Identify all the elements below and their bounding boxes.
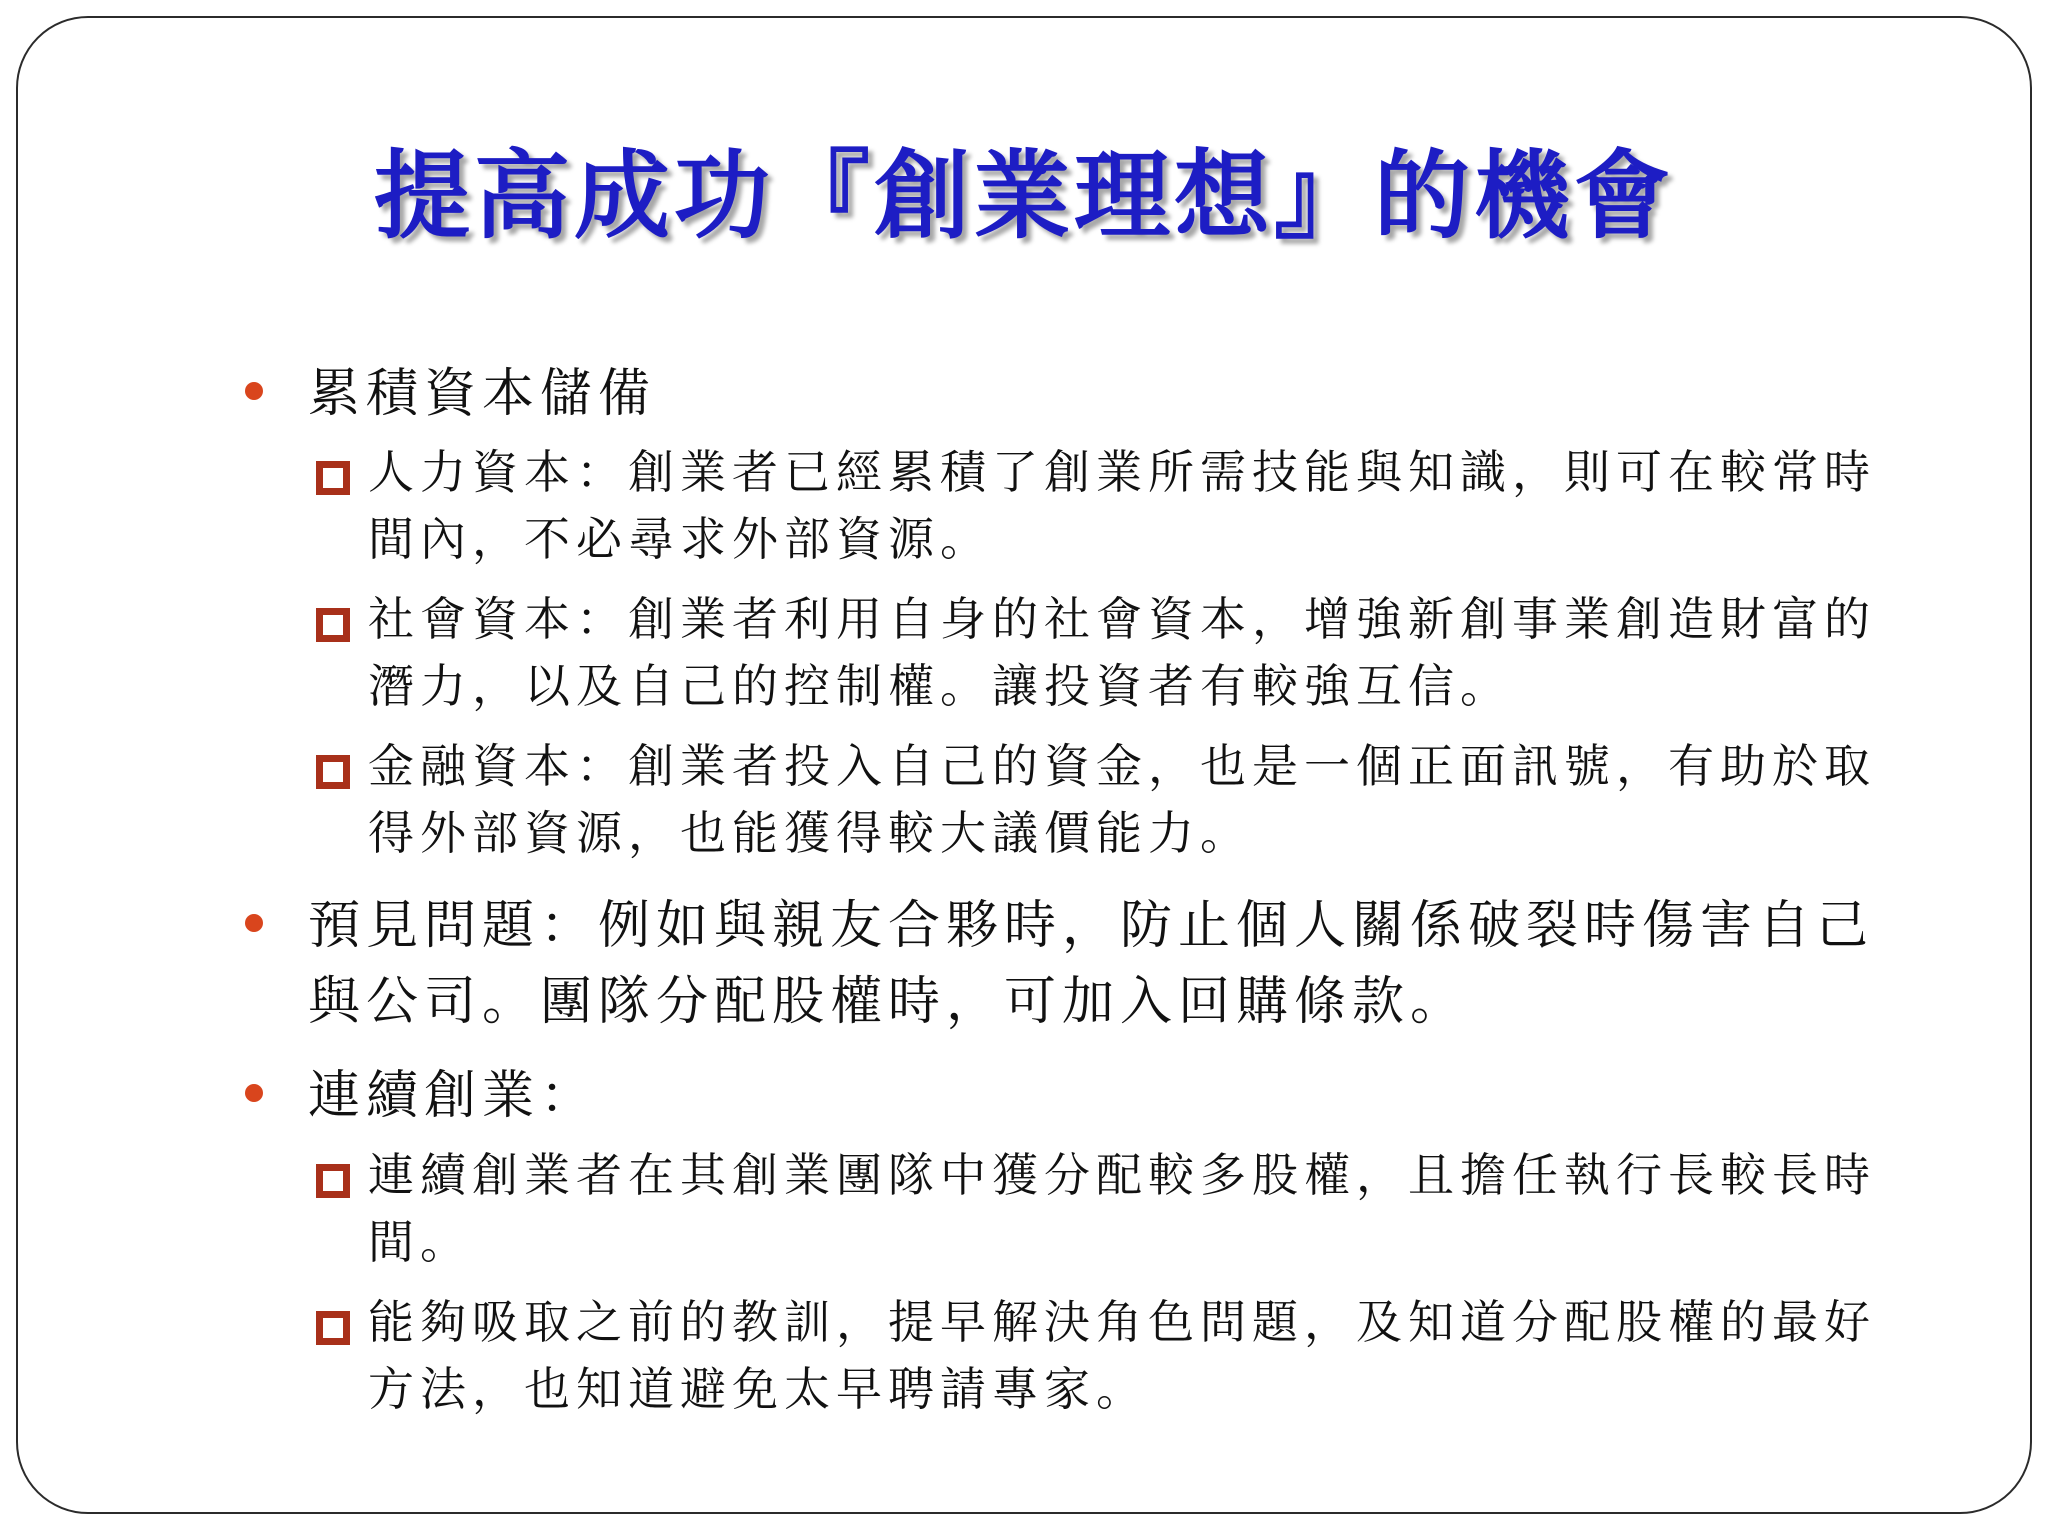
bullet-dot-icon xyxy=(245,914,263,932)
bullet-dot-icon xyxy=(245,1084,263,1102)
slide-title: 提高成功『創業理想』的機會 xyxy=(374,139,1674,252)
bullet-item xyxy=(308,1058,1928,1134)
bullet-dot-icon xyxy=(245,382,263,400)
sub-bullet-text: 能夠吸取之前的教訓，提早解決角色問題，及知道分配股權的最好方法，也知道避免太早聘請專家。 xyxy=(368,1295,1876,1416)
sub-bullet-text: 金融資本：創業者投入自己的資金，也是一個正面訊號，有助於取得外部資源，也能獲得較大議價能力。 xyxy=(368,739,1876,860)
square-bullet-icon xyxy=(316,1311,350,1345)
slide-content xyxy=(18,18,2030,1512)
square-bullet-icon xyxy=(316,461,350,495)
sub-bullet-item xyxy=(368,1289,1908,1423)
sub-bullet-item xyxy=(368,733,1908,867)
slide-frame xyxy=(16,16,2032,1514)
bullet-item xyxy=(308,888,1928,1040)
bullet-item xyxy=(308,356,1928,432)
sub-bullet-item xyxy=(368,586,1908,720)
sub-bullet-item xyxy=(368,1142,1908,1276)
square-bullet-icon xyxy=(316,755,350,789)
sub-bullet-text: 社會資本：創業者利用自身的社會資本，增強新創事業創造財富的潛力，以及自己的控制權。讓投資者有較強互信。 xyxy=(368,592,1876,713)
sub-bullet-text: 連續創業者在其創業團隊中獲分配較多股權，且擔任執行長較長時間。 xyxy=(368,1148,1876,1269)
square-bullet-icon xyxy=(316,608,350,642)
square-bullet-icon xyxy=(316,1164,350,1198)
sub-bullet-item xyxy=(368,439,1908,573)
bullet-text: 連續創業： xyxy=(308,1066,599,1126)
bullet-text: 預見問題：例如與親友合夥時，防止個人關係破裂時傷害自己與公司。團隊分配股權時，可加入回購條款。 xyxy=(308,896,1875,1032)
bullet-text: 累積資本儲備 xyxy=(308,364,657,424)
sub-bullet-text: 人力資本：創業者已經累積了創業所需技能與知識，則可在較常時間內，不必尋求外部資源。 xyxy=(368,445,1876,566)
